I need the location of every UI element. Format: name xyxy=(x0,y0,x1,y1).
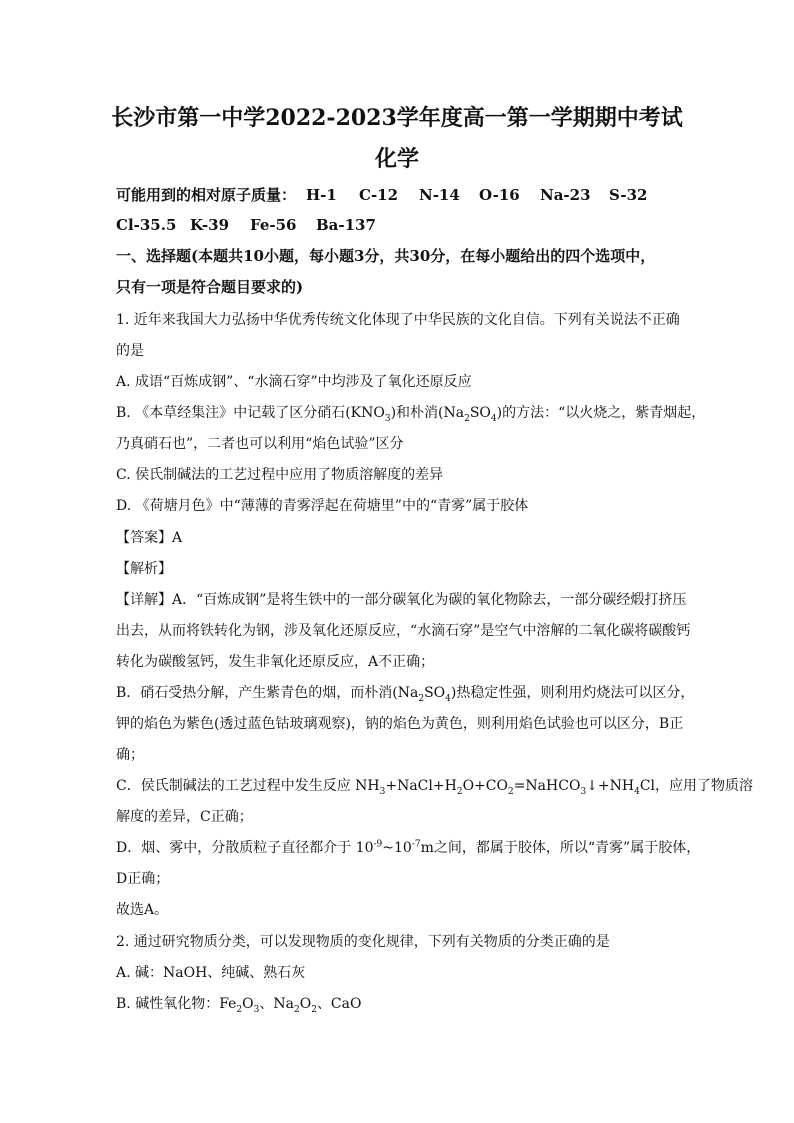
q1-conclusion: 故选A。 xyxy=(116,902,169,918)
exam-title: 长沙市第一中学2022-2023学年度高一第一学期期中考试 xyxy=(111,105,683,131)
section-header-line2: 只有一项是符合题目要求的) xyxy=(116,278,304,296)
mass-o: O-16 xyxy=(479,186,520,204)
q2-option-b: B. 碱性氧化物：$Fe_2O_3$、$Na_2O_2$、CaO xyxy=(116,996,362,1015)
q1-option-b: B. 《本草经集注》中记载了区分硝石$(KNO_3)$和朴消$(Na_2SO_4)$的方法：“以火烧之，紫青烟起， xyxy=(116,405,706,424)
q1-stem-line2: 的是 xyxy=(116,343,144,359)
mass-s: S-32 xyxy=(609,186,648,204)
mass-k: K-39 xyxy=(190,216,230,234)
mass-c: C-12 xyxy=(359,186,399,204)
q1-detail-b-line3: 确； xyxy=(116,747,144,763)
mass-ba: Ba-137 xyxy=(316,216,376,234)
q1-detail-d-line1: D．烟、雾中，分散质粒子直径都介于 $10^{-9}\sim 10^{-7}m$之间，都属于胶体，所以“青雾”属于胶体， xyxy=(116,839,701,856)
mass-na: Na-23 xyxy=(540,186,591,204)
q2-option-a: A. 碱：NaOH、纯碱、熟石灰 xyxy=(116,965,306,981)
q1-answer: 【答案】A xyxy=(116,530,183,546)
q2-stem: 2. 通过研究物质分类，可以发现物质的变化规律，下列有关物质的分类正确的是 xyxy=(116,934,610,950)
subject-title: 化学 xyxy=(374,146,419,172)
q1-detail-c-line2: 解度的差异，C正确； xyxy=(116,809,253,825)
mass-cl: Cl-35.5 xyxy=(116,216,177,234)
q1-stem-line1: 1. 近年来我国大力弘扬中华优秀传统文化体现了中华民族的文化自信。下列有关说法不正确 xyxy=(116,312,680,328)
q1-option-a: A. 成语“百炼成钢”、“水滴石穿”中均涉及了氧化还原反应 xyxy=(116,374,472,390)
q1-detail-line3: 转化为碳酸氢钙，发生非氧化还原反应，A不正确； xyxy=(116,654,435,670)
mass-fe: Fe-56 xyxy=(250,216,297,234)
q1-option-c: C. 侯氏制碱法的工艺过程中应用了物质溶解度的差异 xyxy=(116,467,444,483)
q1-detail-c-line1: C．侯氏制碱法的工艺过程中发生反应 $NH_3+NaCl+H_2O+CO_2=NaHCO_3↓+NH_4Cl$，应用了物质溶 xyxy=(116,778,754,797)
q1-detail-b-line1: B．硝石受热分解，产生紫青色的烟，而朴消$(Na_2SO_4)$热稳定性强，则利用灼烧法可以区分， xyxy=(116,685,695,704)
mass-n: N-14 xyxy=(419,186,460,204)
q1-detail-line1: 【详解】A．“百炼成钢”是将生铁中的一部分碳氧化为碳的氧化物除去，一部分碳经煅打挤压 xyxy=(116,592,687,608)
q1-detail-b-line2: 钾的焰色为紫色(透过蓝色钴玻璃观察)，钠的焰色为黄色，则利用焰色试验也可以区分，B正 xyxy=(116,716,684,732)
q1-detail-line2: 出去，从而将铁转化为钢，涉及氧化还原反应，“水滴石穿”是空气中溶解的二氧化碳将碳酸钙 xyxy=(116,623,691,639)
q1-detail-d-line2: D正确； xyxy=(116,871,170,887)
atomic-mass-label: 可能用到的相对原子质量： xyxy=(116,186,297,204)
mass-h: H-1 xyxy=(306,186,337,204)
q1-analysis-label: 【解析】 xyxy=(116,561,172,577)
section-header-line1: 一、选择题(本题共10小题，每小题3分，共30分，在每小题给出的四个选项中， xyxy=(116,247,656,265)
q1-option-b-line2: 乃真硝石也”，二者也可以利用“焰色试验”区分 xyxy=(116,436,404,452)
q1-option-d: D. 《荷塘月色》中“薄薄的青雾浮起在荷塘里”中的“青雾”属于胶体 xyxy=(116,498,529,514)
